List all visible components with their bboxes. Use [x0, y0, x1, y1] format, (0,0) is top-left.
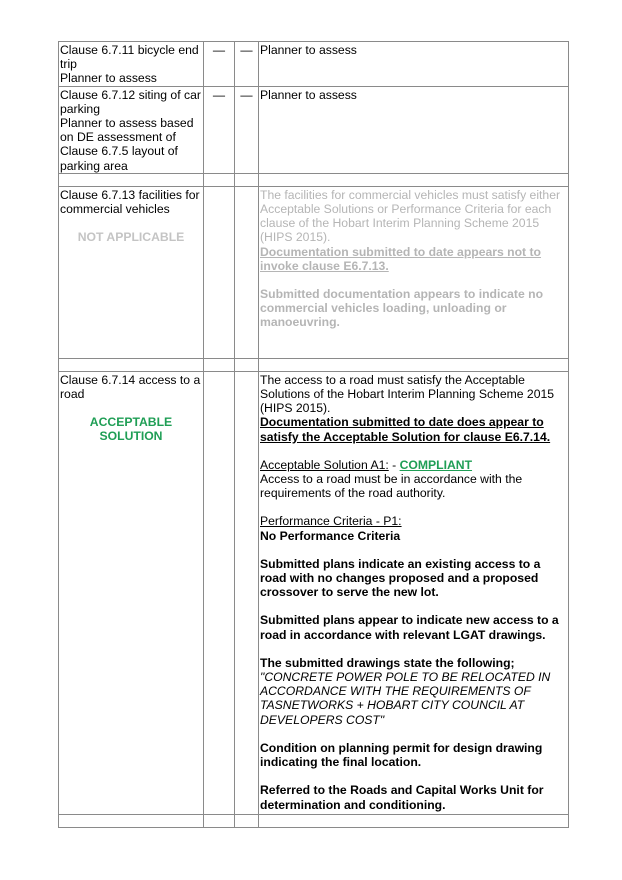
drawings-statement-quote: "CONCRETE POWER POLE TO BE RELOCATED IN ACCORDANCE WITH THE REQUIREMENTS OF TASNETWORKS + HOBART CITY COUNCIL AT DEVELOPERS COST" [260, 670, 551, 727]
compliant-badge: COMPLIANT [399, 457, 473, 472]
empty-cell [204, 186, 235, 358]
status-acceptable-solution: ACCEPTABLE SOLUTION [89, 415, 173, 444]
table-row [59, 371, 569, 814]
requirement-intro: The facilities for commercial vehicles must satisfy either Acceptable Solutions or Performance Criteria for each clause of the Hobart Interim Planning Scheme 2015 (HIPS 2015). [260, 187, 561, 245]
assessment-paragraph: Referred to the Roads and Capital Works Unit for determination and conditioning. [260, 783, 544, 812]
clause-cell [59, 86, 204, 173]
table-row [59, 42, 569, 87]
spacer-row [59, 358, 569, 371]
empty-cell [204, 371, 235, 814]
separator: - [388, 457, 400, 472]
dash-cell: — [204, 42, 235, 87]
assessment-cell: Planner to assess [259, 42, 569, 87]
clause-title: Clause 6.7.12 siting of car parking [60, 87, 201, 116]
assessment-table [58, 41, 569, 828]
assessment-cell [259, 371, 569, 814]
empty-cell [235, 186, 259, 358]
clause-cell [59, 371, 204, 814]
requirement-intro: The access to a road must satisfy the Acceptable Solutions of the Hobart Interim Planning Scheme 2015 (HIPS 2015). [260, 372, 555, 416]
documentation-note: Documentation submitted to date appears not to invoke clause E6.7.13. [260, 244, 542, 273]
acceptable-solution-label: Acceptable Solution A1: [260, 457, 389, 472]
assessment-finding: Submitted documentation appears to indicate no commercial vehicles loading, unloading or manoeuvring. [260, 287, 544, 330]
spacer-row [59, 173, 569, 186]
assessment-cell [259, 186, 569, 358]
performance-criteria-text: No Performance Criteria [260, 528, 401, 543]
dash-cell: — [235, 86, 259, 173]
documentation-note: Documentation submitted to date does appear to satisfy the Acceptable Solution for clause E6.7.14. [260, 415, 551, 444]
table-row [59, 86, 569, 173]
drawings-statement-lead: The submitted drawings state the following; [260, 655, 515, 670]
performance-criteria-label: Performance Criteria - P1: [260, 514, 402, 529]
clause-cell [59, 186, 204, 358]
acceptable-solution-line [260, 458, 567, 472]
dash-cell: — [235, 42, 259, 87]
assessment-paragraph: Condition on planning permit for design drawing indicating the final location. [260, 740, 543, 770]
clause-title: Clause 6.7.11 bicycle end trip [60, 43, 199, 72]
spacer-row [59, 814, 569, 827]
clause-note: Planner to assess based on DE assessment of Clause 6.7.5 layout of parking area [60, 116, 194, 173]
clause-cell [59, 42, 204, 87]
status-not-applicable: NOT APPLICABLE [77, 230, 185, 245]
assessment-paragraph: Submitted plans appear to indicate new access to a road in accordance with relevant LGAT drawings. [260, 613, 559, 642]
acceptable-solution-text: Access to a road must be in accordance with the requirements of the road authority. [260, 472, 523, 501]
assessment-cell: Planner to assess [259, 86, 569, 173]
table-row [59, 186, 569, 358]
clause-note: Planner to assess [60, 71, 157, 86]
empty-cell [235, 371, 259, 814]
clause-title: Clause 6.7.14 access to a road [60, 372, 201, 402]
dash-cell: — [204, 86, 235, 173]
clause-title: Clause 6.7.13 facilities for commercial vehicles [60, 187, 200, 217]
assessment-paragraph: Submitted plans indicate an existing access to a road with no changes proposed and a proposed crossover to serve the new lot. [260, 556, 541, 600]
